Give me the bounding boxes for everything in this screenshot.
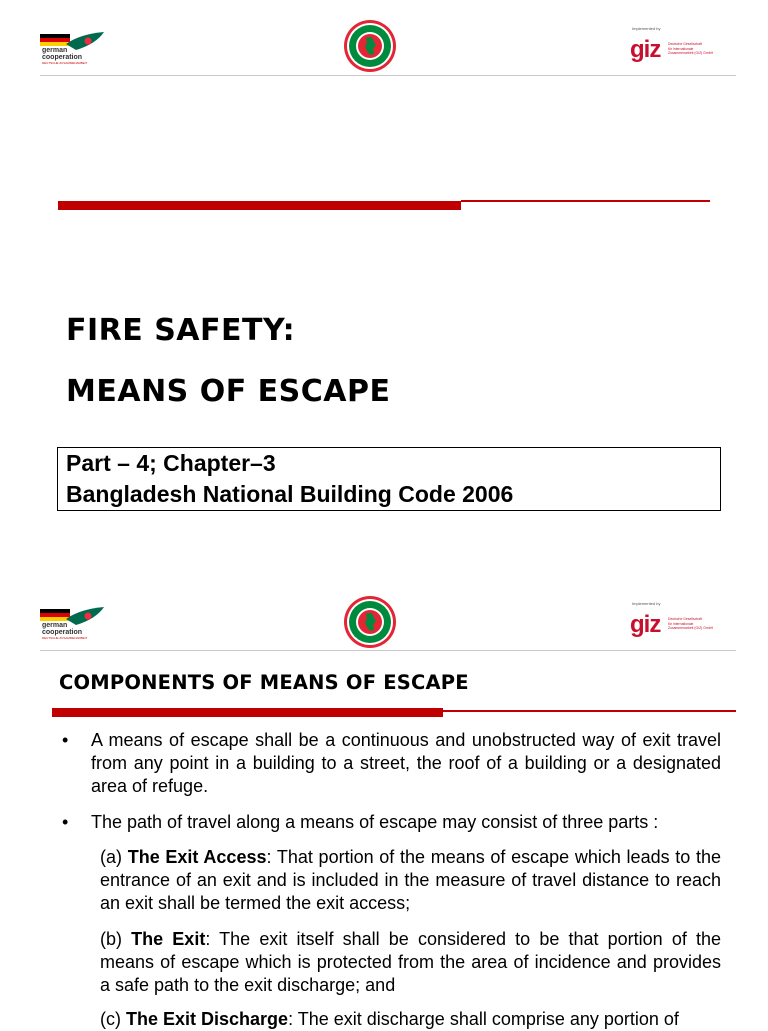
bangladesh-government-seal-icon	[343, 595, 397, 649]
bullet-1-text: A means of escape shall be a continuous and unobstructed way of exit travel from any point in a building to a street, the roof of a building or a designated area of refuge.	[91, 730, 721, 796]
red-accent-line	[443, 710, 736, 712]
german-logo-line2: cooperation	[42, 629, 83, 636]
bangladesh-flag-wing-icon	[66, 605, 106, 627]
title-line-1: FIRE SAFETY:	[66, 313, 296, 348]
bullet-2-text: The path of travel along a means of escape may consist of three parts :	[91, 812, 659, 832]
bangladesh-government-seal-icon	[343, 19, 397, 73]
german-cooperation-logo	[40, 605, 110, 645]
header-divider	[40, 75, 736, 76]
item-b-text: (b) The Exit: The exit itself shall be considered to be that portion of the means of escape which is protected from the area of incidence and provides a safe path to the exit discharge; and	[100, 929, 722, 995]
red-accent-line	[461, 200, 710, 202]
german-logo-line3: DEUTSCHE ZUSAMMENARBEIT	[42, 636, 88, 640]
german-logo-line1: german	[42, 47, 68, 54]
subtitle-line-1: Part – 4; Chapter–3	[66, 450, 276, 476]
bullet-marker: •	[62, 730, 69, 750]
bangladesh-flag-wing-icon	[66, 30, 106, 52]
item-a-text: (a) The Exit Access: That portion of the means of escape which leads to the entrance of an exit and is included in the measure of travel distance to reach an exit shall be termed the exit access;	[100, 847, 722, 913]
bullet-marker: •	[62, 812, 69, 832]
title-line-2: MEANS OF ESCAPE	[66, 374, 391, 409]
item-b-term: The Exit	[131, 929, 206, 949]
section-heading: COMPONENTS OF MEANS OF ESCAPE	[59, 671, 469, 694]
subtitle-line-2: Bangladesh National Building Code 2006	[66, 481, 514, 507]
german-logo-line1: german	[42, 622, 68, 629]
german-logo-line2: cooperation	[42, 54, 83, 61]
giz-logo	[628, 26, 738, 70]
implemented-by-label: Implemented by	[632, 26, 661, 31]
slide-2	[0, 576, 768, 1029]
giz-subline: Deutsche Gesellschaft für Internationale Zusammenarbeit (GIZ) GmbH	[668, 42, 714, 55]
red-accent-bar	[52, 708, 443, 717]
giz-wordmark: giz	[630, 36, 661, 63]
header-divider	[40, 650, 736, 651]
item-a-term: The Exit Access	[127, 847, 267, 867]
giz-wordmark: giz	[630, 611, 661, 638]
implemented-by-label: Implemented by	[632, 601, 661, 606]
giz-logo	[628, 601, 738, 645]
subtitle-box	[57, 447, 721, 511]
red-accent-bar	[58, 201, 461, 210]
german-logo-line3: DEUTSCHE ZUSAMMENARBEIT	[42, 61, 88, 65]
german-cooperation-logo	[40, 30, 110, 70]
giz-subline: Deutsche Gesellschaft für Internationale Zusammenarbeit (GIZ) GmbH	[668, 617, 714, 630]
item-c-text: (c) The Exit Discharge: The exit discharge shall comprise any portion of	[100, 1009, 679, 1029]
item-c-term: The Exit Discharge	[126, 1009, 289, 1029]
